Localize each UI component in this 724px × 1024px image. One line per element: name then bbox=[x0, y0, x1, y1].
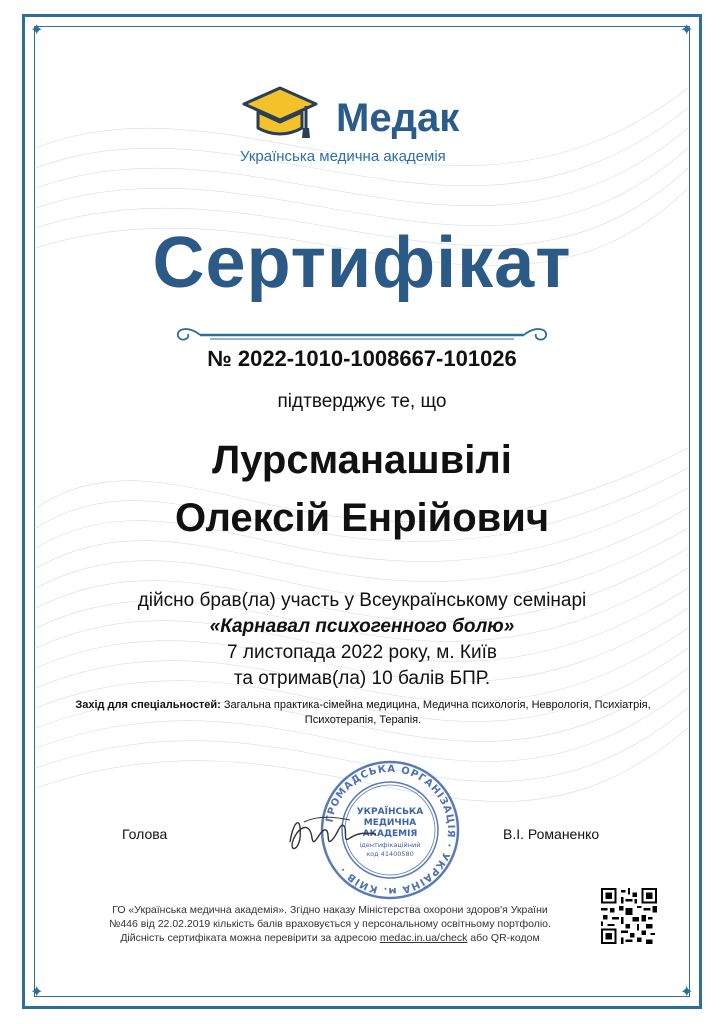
specialties-list: Загальна практика-сімейна медицина, Медична психологія, Неврологія, Психіатрія, Психотерапія, Терапія. bbox=[220, 699, 651, 726]
specialties-label: Захід для спеціальностей: bbox=[75, 699, 221, 711]
ornament-divider bbox=[170, 324, 554, 346]
corner-ornament-icon: ✦ bbox=[680, 22, 694, 39]
logo-name: Медак bbox=[336, 96, 460, 140]
verify-link[interactable]: medac.in.ua/check bbox=[379, 932, 468, 944]
footer-verify-suffix: або QR-кодом bbox=[467, 932, 540, 944]
corner-ornament-icon: ✦ bbox=[30, 22, 44, 39]
handwritten-signature bbox=[280, 808, 400, 858]
signatory-name: В.І. Романенко bbox=[503, 826, 600, 842]
seal-line2: МЕДИЧНА bbox=[363, 818, 417, 828]
footer-verify-prefix: Дійсність сертифіката можна перевірити за адресою bbox=[120, 932, 380, 944]
qr-code-icon[interactable] bbox=[601, 888, 657, 944]
seal-line3: АКАДЕМІЯ bbox=[362, 829, 418, 839]
certificate-title: Сертифікат bbox=[152, 223, 572, 303]
event-title: «Карнавал психогенного болю» bbox=[209, 616, 515, 637]
recipient-surname: Лурсманашвілі bbox=[212, 438, 512, 482]
points-text: та отримав(ла) 10 балів БПР. bbox=[233, 668, 491, 689]
signature-title-label: Голова bbox=[122, 826, 168, 842]
event-date-place: 7 листопада 2022 року, м. Київ bbox=[227, 642, 497, 663]
footer-line-1: ГО «Українська медична академія». Згідно наказу Міністерства охорони здоров'я України bbox=[112, 904, 548, 916]
footer-line-3 bbox=[80, 932, 580, 944]
participation-text: дійсно брав(ла) участь у Всеукраїнському семінарі bbox=[137, 590, 587, 611]
graduation-cap-icon bbox=[240, 82, 320, 144]
corner-ornament-icon: ✦ bbox=[680, 984, 694, 1001]
logo-subtitle: Українська медична академія bbox=[240, 148, 446, 165]
certificate-number: № 2022-1010-1008667-101026 bbox=[207, 346, 517, 371]
seal-code-number: код 41400580 bbox=[366, 850, 414, 858]
seal-outer-text: ГРОМАДСЬКА ОРГАНІЗАЦІЯ · УКРАЇНА м. КИЇВ · bbox=[324, 763, 457, 897]
corner-ornament-icon: ✦ bbox=[30, 984, 44, 1001]
footer-line-2: №446 від 22.02.2019 кількість балів враховується у персональному освітньому портфоліо. bbox=[109, 918, 551, 930]
confirms-text: підтверджує те, що bbox=[277, 391, 447, 412]
recipient-given-names: Олексій Енрійович bbox=[174, 496, 550, 540]
medak-logo bbox=[240, 78, 490, 168]
seal-line1: УКРАЇНСЬКА bbox=[356, 807, 424, 817]
specialties bbox=[68, 698, 658, 728]
seal-code: ідентифікаційний bbox=[359, 841, 421, 849]
